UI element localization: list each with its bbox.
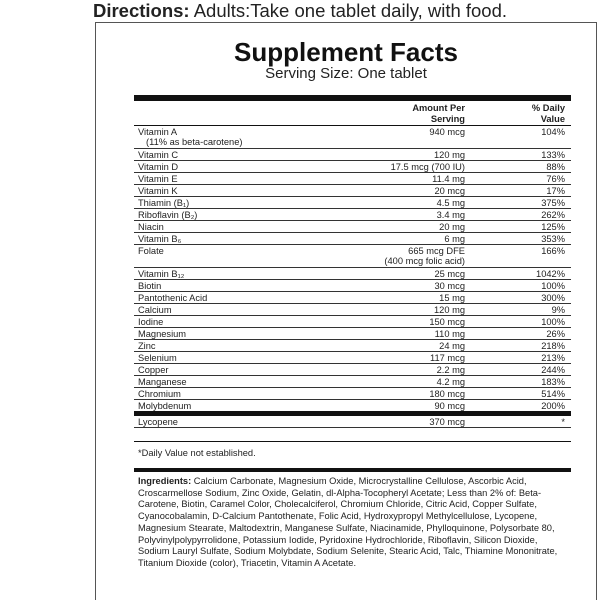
nutrient-name-text: Copper [138, 365, 169, 375]
amount-per-serving [429, 127, 465, 137]
facts-header [134, 101, 571, 126]
nutrient-name [138, 269, 184, 279]
nutrient-name-text: Folate [138, 246, 164, 256]
amount-text: 120 mg [433, 150, 465, 160]
ingredients-label: Ingredients: [138, 476, 192, 486]
amount-text: 4.2 mg [436, 377, 465, 387]
serving-size: Serving Size: One tablet [265, 65, 427, 82]
supplement-facts-panel [95, 22, 597, 600]
table-row [134, 149, 571, 161]
amount-per-serving [437, 198, 465, 208]
nutrient-rows [134, 126, 571, 416]
amount-text: 20 mg [439, 222, 465, 232]
amount-per-serving [430, 353, 465, 363]
table-row [134, 376, 571, 388]
amount-per-serving [435, 186, 466, 196]
nutrient-name [138, 150, 178, 160]
table-row [134, 280, 571, 292]
amount-text: 150 mcg [429, 317, 465, 327]
amount-note: (400 mcg folic acid) [384, 256, 465, 266]
footnote: *Daily Value not established. [138, 448, 256, 458]
nutrient-name-text: Riboflavin (B₂) [138, 210, 198, 220]
amount-per-serving [434, 150, 465, 160]
table-row [134, 316, 571, 328]
daily-value: 100% [541, 281, 565, 291]
table-row [134, 161, 571, 173]
amount-text: 25 mcg [434, 269, 465, 279]
daily-value: 133% [541, 150, 565, 160]
amount-per-serving [429, 317, 465, 327]
nutrient-name-text: Vitamin C [138, 150, 179, 160]
panel-title: Supplement Facts [234, 37, 458, 67]
daily-value: 218% [541, 341, 565, 351]
facts-table [134, 95, 571, 570]
amount-per-serving [435, 281, 466, 291]
amount-per-serving [437, 210, 465, 220]
amount-per-serving [434, 305, 465, 315]
footnote-row [134, 442, 571, 472]
nutrient-name [138, 401, 191, 411]
nutrient-name [138, 377, 187, 387]
amount-per-serving [439, 341, 465, 351]
nutrient-name [138, 198, 189, 208]
amount-per-serving [435, 329, 465, 339]
nutrient-name-text: Niacin [138, 222, 164, 232]
daily-value: 9% [551, 305, 565, 315]
nutrient-name [138, 341, 156, 351]
amount-per-serving [437, 377, 465, 387]
nutrient-name-text: Vitamin E [138, 174, 178, 184]
daily-value: 166% [541, 246, 565, 256]
nutrient-name-text: Vitamin B₆ [138, 234, 182, 244]
daily-value: 375% [541, 198, 565, 208]
nutrient-name-text: Vitamin A [138, 127, 178, 137]
nutrient-name-text: Zinc [138, 341, 156, 351]
amount-text: 2.2 mg [436, 365, 465, 375]
nutrient-name [138, 365, 169, 375]
table-row [134, 388, 571, 400]
nutrient-name [138, 353, 177, 363]
amount-text: 110 mg [434, 329, 465, 339]
nutrient-name-note: (11% as beta-carotene) [146, 137, 243, 147]
table-row [134, 352, 571, 364]
table-row [134, 400, 571, 416]
nutrient-name-text: Calcium [138, 305, 172, 315]
nutrient-name-text: Vitamin D [138, 162, 179, 172]
amount-text: 90 mcg [434, 401, 465, 411]
amount-per-serving [435, 401, 466, 411]
daily-value: 300% [541, 293, 565, 303]
nutrient-name-text: Pantothenic Acid [138, 293, 208, 303]
amount-text: 17.5 mcg (700 IU) [390, 162, 465, 172]
table-row [134, 364, 571, 376]
amount-per-serving [439, 222, 465, 232]
amount-text: 117 mcg [430, 353, 465, 363]
other-ingredient-rows [134, 416, 571, 428]
nutrient-name-text: Molybdenum [138, 401, 192, 411]
nutrient-name [138, 127, 242, 147]
nutrient-name [138, 186, 178, 196]
nutrient-name [138, 281, 161, 291]
ingredients-block [134, 472, 571, 570]
nutrient-name [138, 210, 197, 220]
amount-per-serving [432, 174, 465, 184]
amount-text: 3.4 mg [436, 210, 465, 220]
amount-per-serving [437, 365, 465, 375]
nutrient-name [138, 162, 178, 172]
amount-text: 30 mcg [434, 281, 465, 291]
table-row [134, 233, 571, 245]
table-row [134, 416, 571, 428]
amount-text: 20 mcg [434, 186, 465, 196]
table-row [134, 197, 571, 209]
daily-value: 100% [541, 317, 565, 327]
nutrient-name-text: Manganese [138, 377, 187, 387]
amount-per-serving [391, 162, 465, 172]
nutrient-name [138, 222, 164, 232]
table-row [134, 245, 571, 268]
amount-text: 120 mg [433, 305, 465, 315]
table-row [134, 173, 571, 185]
daily-value: 353% [541, 234, 565, 244]
daily-value: 88% [546, 162, 565, 172]
directions-line [0, 0, 600, 22]
amount-per-serving [429, 389, 465, 399]
table-row [134, 126, 571, 149]
amount-text: 11.4 mg [432, 174, 465, 184]
table-row [134, 328, 571, 340]
daily-value: * [561, 417, 565, 427]
nutrient-name-text: Selenium [138, 353, 177, 363]
ingredients-text: Calcium Carbonate, Magnesium Oxide, Microcrystalline Cellulose, Ascorbic Acid, Croscarmellose Sodium, Zinc Oxide, Gelatin, dl-Alpha-Tocopheryl Acetate; Less than 2% of: Beta-Carotene, Biotin, Caramel Color, Cholecalciferol, Chromium Chloride, Citric Acid, Copper Sulfate, Cyanocobalamin, D-Calcium Pantothenate, Folic Acid, Hydroxypropyl Methylcellulose, Lycopene, Magnesium Stearate, Maltodextrin, Manganese Sulfate, Niacinamide, Phylloquinone, Polysorbate 80, Polyvinylpolypyrrolidone, Potassium Iodide, Pyridoxine Hydrochloride, Riboflavin, Silicon Dioxide, Sodium Lauryl Sulfate, Sodium Molybdate, Sodium Selenite, Stearic Acid, Talc, Thiamine Mononitrate, Titanium Dioxide (color), Triacetin, Vitamin A Acetate. [138, 476, 558, 568]
nutrient-name [138, 329, 186, 339]
amount-text: 6 mg [444, 234, 465, 244]
directions-text: Adults:Take one tablet daily, with food. [189, 0, 508, 21]
daily-value: 262% [541, 210, 565, 220]
daily-value: 183% [541, 377, 565, 387]
table-row [134, 304, 571, 316]
nutrient-name-text: Vitamin K [138, 186, 178, 196]
amount-text: 24 mg [439, 341, 465, 351]
nutrient-name [138, 417, 178, 427]
nutrient-name [138, 305, 172, 315]
amount-text: 370 mcg [429, 417, 465, 427]
amount-per-serving [439, 293, 465, 303]
table-row [134, 209, 571, 221]
table-row [134, 340, 571, 352]
nutrient-name [138, 234, 181, 244]
table-row [134, 185, 571, 197]
nutrient-name-text: Biotin [138, 281, 162, 291]
nutrient-name [138, 389, 181, 399]
daily-value: 244% [541, 365, 565, 375]
nutrient-name [138, 317, 163, 327]
amount-text: 4.5 mg [436, 198, 465, 208]
daily-value: 514% [541, 389, 565, 399]
amount-text: 15 mg [439, 293, 465, 303]
nutrient-name-text: Vitamin B₁₂ [138, 269, 185, 279]
daily-value: 76% [546, 174, 565, 184]
nutrient-name-text: Lycopene [138, 417, 178, 427]
nutrient-name [138, 174, 178, 184]
nutrient-name-text: Magnesium [138, 329, 187, 339]
daily-value: 104% [541, 127, 565, 137]
amount-text: 665 mcg DFE [408, 246, 465, 256]
table-row [134, 268, 571, 280]
spacer-row [134, 428, 571, 442]
nutrient-name-text: Iodine [138, 317, 164, 327]
table-row [134, 221, 571, 233]
daily-value: 1042% [536, 269, 565, 279]
nutrient-name [138, 246, 164, 256]
amount-per-serving [384, 246, 465, 266]
daily-value: 213% [541, 353, 565, 363]
directions-label: Directions: [92, 0, 190, 21]
nutrient-name-text: Chromium [138, 389, 181, 399]
daily-value: 125% [541, 222, 565, 232]
amount-per-serving [444, 234, 465, 244]
daily-value: 26% [546, 329, 565, 339]
nutrient-name-text: Thiamin (B₁) [138, 198, 190, 208]
amount-per-serving [429, 417, 465, 427]
amount-per-serving [435, 269, 466, 279]
amount-text: 180 mcg [429, 389, 465, 399]
amount-header: Amount Per Serving [412, 103, 465, 124]
table-row [134, 292, 571, 304]
amount-text: 940 mcg [429, 127, 465, 137]
nutrient-name [138, 293, 207, 303]
daily-value-header: % Daily Value [531, 103, 565, 124]
daily-value: 200% [541, 401, 565, 411]
daily-value: 17% [546, 186, 565, 196]
